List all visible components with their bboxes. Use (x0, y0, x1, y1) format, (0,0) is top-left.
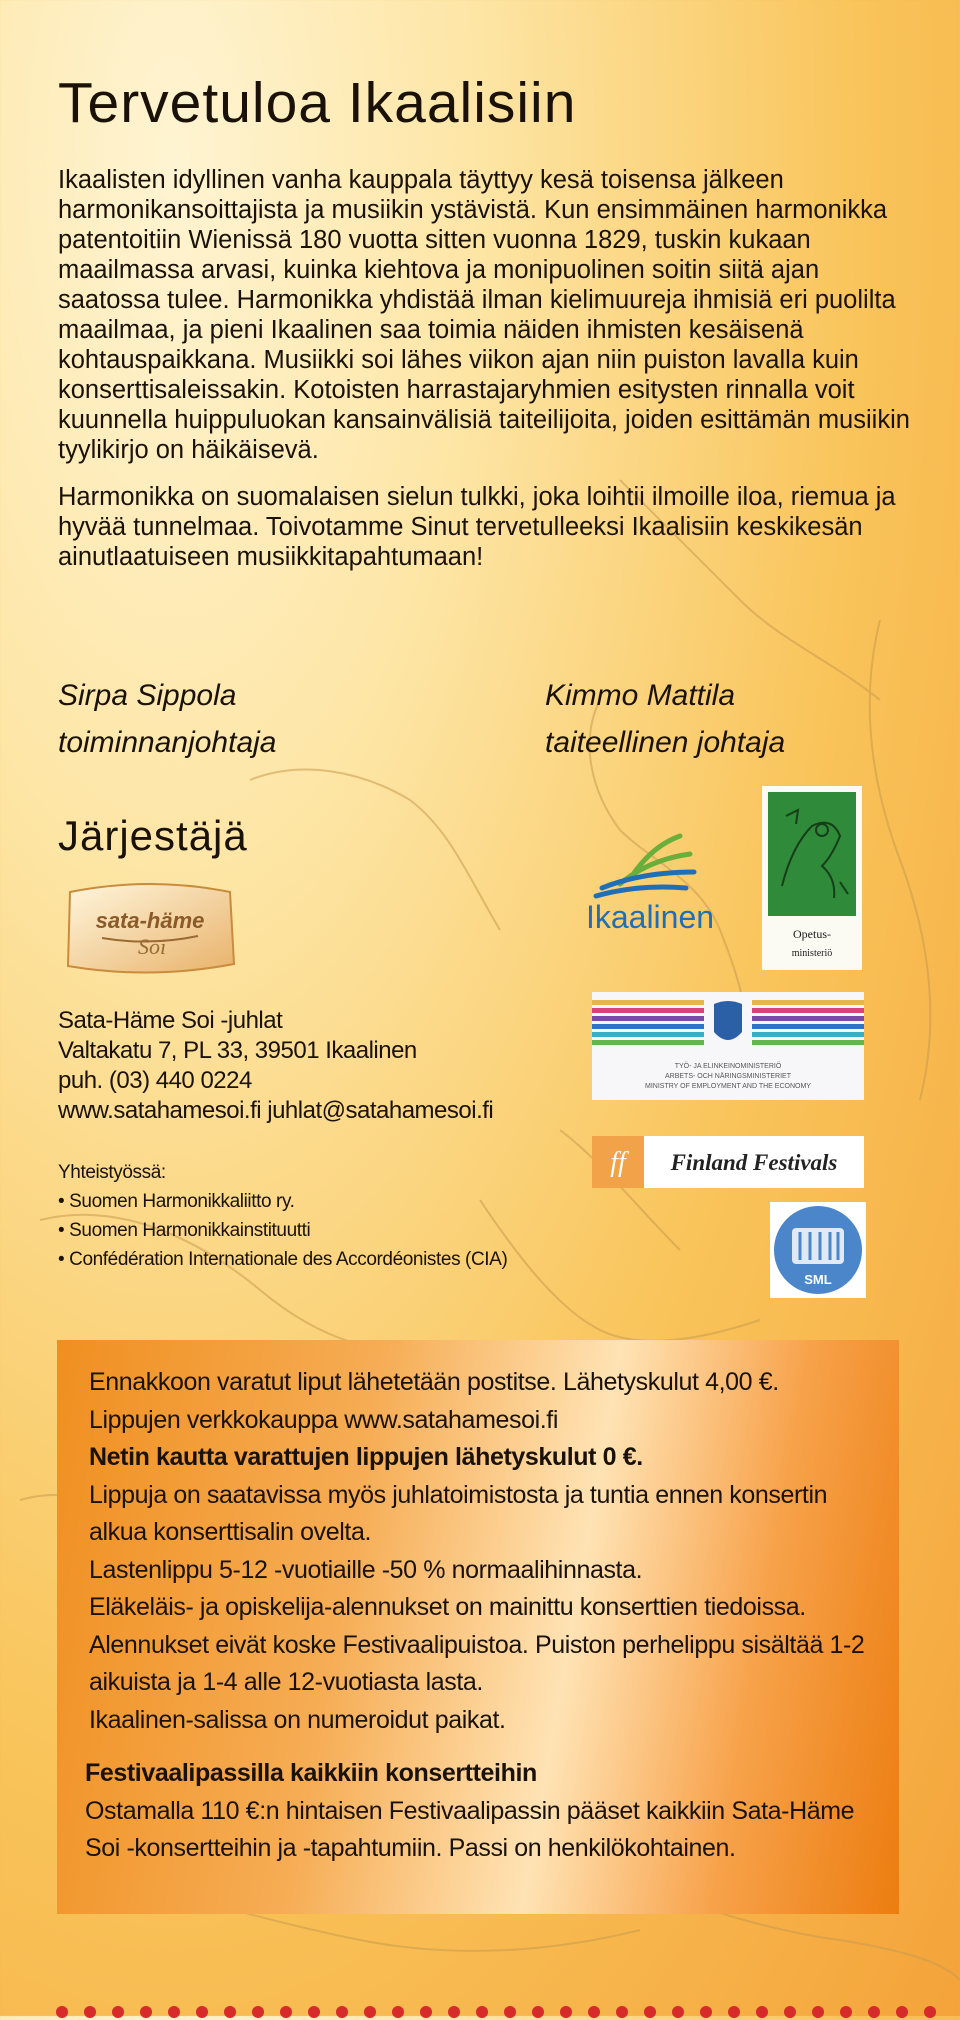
decorative-dot (280, 2006, 292, 2018)
tem-ministry-logo (592, 992, 864, 1100)
decorative-dot (224, 2006, 236, 2018)
ticket-line-child: Lastenlippu 5-12 -vuotiaille -50 % normaalihinnasta. (89, 1555, 643, 1584)
cooperation-title: Yhteistyössä: (58, 1162, 166, 1183)
svg-text:ff: ff (610, 1147, 626, 1178)
list-item: • Suomen Harmonikkaliitto ry. (58, 1187, 507, 1216)
decorative-dot (868, 2006, 880, 2018)
signature-left-name: Sirpa Sippola (58, 679, 237, 712)
signature-right (545, 672, 785, 766)
decorative-dot (812, 2006, 824, 2018)
decorative-dot (252, 2006, 264, 2018)
contact-address: Valtakatu 7, PL 33, 39501 Ikaalinen (58, 1037, 417, 1064)
ikaalinen-logo-text: Ikaalinen (585, 899, 715, 935)
decorative-dot (336, 2006, 348, 2018)
decorative-dot (532, 2006, 544, 2018)
ticket-line-postal: Ennakkoon varatut liput lähetetään postitse. Lähetyskulut 4,00 €. (89, 1368, 779, 1396)
finland-festivals-logo (592, 1136, 864, 1188)
decorative-dot (588, 2006, 600, 2018)
opetus-text-2: ministeriö (791, 948, 833, 959)
decorative-dot (728, 2006, 740, 2018)
decorative-dot-row (56, 2006, 936, 2020)
opetusministerio-logo (762, 786, 862, 970)
list-item: • Suomen Harmonikkainstituutti (58, 1216, 507, 1245)
decorative-dot (756, 2006, 768, 2018)
finland-festivals-text: Finland Festivals (670, 1150, 838, 1175)
decorative-dot (672, 2006, 684, 2018)
decorative-dot (420, 2006, 432, 2018)
contact-name: Sata-Häme Soi -juhlat (58, 1007, 283, 1034)
opetus-text-1: Opetus- (793, 927, 831, 941)
decorative-dot (504, 2006, 516, 2018)
organizer-heading: Järjestäjä (58, 812, 248, 859)
ikaalinen-logo (562, 826, 738, 938)
cooperation-section (58, 1158, 507, 1274)
contact-web-email[interactable]: www.satahamesoi.fi juhlat@satahamesoi.fi (58, 1097, 494, 1124)
ticket-line-seating: Ikaalinen-salissa on numeroidut paikat. (89, 1705, 506, 1734)
decorative-dot (448, 2006, 460, 2018)
logo-text-soi: Soi (137, 934, 167, 959)
tem-text-2: ARBETS- OCH NÄRINGSMINISTERIET (664, 1073, 792, 1080)
ticket-line-online-fee: Netin kautta varattujen lippujen lähetyskulut 0 €. (89, 1443, 643, 1471)
decorative-dot (56, 2006, 68, 2018)
decorative-dot (364, 2006, 376, 2018)
logo-text-sata-hame: sata-häme (95, 908, 205, 933)
contact-info (58, 1006, 493, 1126)
decorative-dot (112, 2006, 124, 2018)
ticket-line-discounts: Eläkeläis- ja opiskelija-alennukset on mainittu konserttien tiedoissa. Alennukset eivät koske Festivaalipuistoa. Puiston perhelippu sisältää 1-2 aikuista ja 1-4 alle 12-vuotiasta lasta. (89, 1593, 865, 1696)
decorative-dot (700, 2006, 712, 2018)
decorative-dot (392, 2006, 404, 2018)
ticket-line-webshop[interactable]: Lippujen verkkokauppa www.satahamesoi.fi (89, 1405, 558, 1434)
cooperation-list (58, 1187, 507, 1274)
signature-left-role: toiminnanjohtaja (58, 726, 277, 759)
intro-paragraph-2: Harmonikka on suomalaisen sielun tulkki, joka loihtii ilmoille iloa, riemua ja hyvää tunnelmaa. Toivotamme Sinut tervetulleeksi Ikaalisiin keskikesän ainutlaatuiseen musiikkitapahtumaan! (58, 483, 896, 571)
sml-text: SML (804, 1272, 832, 1287)
page-title: Tervetuloa Ikaalisiin (58, 71, 577, 135)
decorative-dot (196, 2006, 208, 2018)
festival-pass-title: Festivaalipassilla kaikkiin konsertteihin (85, 1759, 537, 1787)
intro-paragraph-1: Ikaalisten idyllinen vanha kauppala täyttyy kesä toisensa jälkeen harmonikansoittajista ja musiikin ystävistä. Kun ensimmäinen harmonikka patentoitiin Wienissä 180 vuotta sitten vuonna 1829, tuskin kukaan maailmassa arvasi, kuinka kiehtova ja monipuolinen soitin siitä ajan saatossa tulee. Harmonikka yhdistää ilman kielimuureja ihmisiä eri puolilta maailmaa, ja pieni Ikaalinen saa toimia näiden ihmisten kesäisenä kohtauspaikkana. Musiikki soi lähes viikon ajan niin puiston lavalla kuin konserttisaleissakin. Kotoisten harrastajaryhmien esitysten rinnalla voit kuunnella huippuluokan kansainvälisiä taiteilijoita, joiden esittämän musiikin tyylikirjo on häikäisevä. (58, 166, 910, 464)
decorative-dot (560, 2006, 572, 2018)
decorative-dot (616, 2006, 628, 2018)
tem-text-3: MINISTRY OF EMPLOYMENT AND THE ECONOMY (645, 1083, 811, 1090)
decorative-dot (644, 2006, 656, 2018)
tem-text-1: TYÖ- JA ELINKEINOMINISTERIÖ (674, 1063, 782, 1070)
festival-pass-section (85, 1755, 875, 1868)
decorative-dot (84, 2006, 96, 2018)
decorative-dot (168, 2006, 180, 2018)
sml-logo (770, 1202, 866, 1298)
festival-pass-text: Ostamalla 110 €:n hintaisen Festivaalipassin pääset kaikkiin Sata-Häme Soi -konsertteihin ja -tapahtumiin. Passi on henkilökohtainen. (85, 1796, 855, 1862)
decorative-dot (840, 2006, 852, 2018)
decorative-dot (784, 2006, 796, 2018)
sata-hame-soi-logo (62, 880, 238, 978)
signature-left (58, 672, 276, 766)
decorative-dot (476, 2006, 488, 2018)
decorative-dot (924, 2006, 936, 2018)
signature-right-role: taiteellinen johtaja (545, 726, 786, 759)
decorative-dot (140, 2006, 152, 2018)
decorative-dot (896, 2006, 908, 2018)
decorative-dot (308, 2006, 320, 2018)
signature-right-name: Kimmo Mattila (545, 679, 736, 712)
ticket-line-availability: Lippuja on saatavissa myös juhlatoimistosta ja tuntia ennen konsertin alkua konserttisalin ovelta. (89, 1480, 828, 1546)
contact-phone: puh. (03) 440 0224 (58, 1067, 252, 1094)
intro-text (58, 165, 918, 589)
ticket-info-box (57, 1340, 899, 1914)
list-item: • Confédération Internationale des Accordéonistes (CIA) (58, 1245, 507, 1274)
